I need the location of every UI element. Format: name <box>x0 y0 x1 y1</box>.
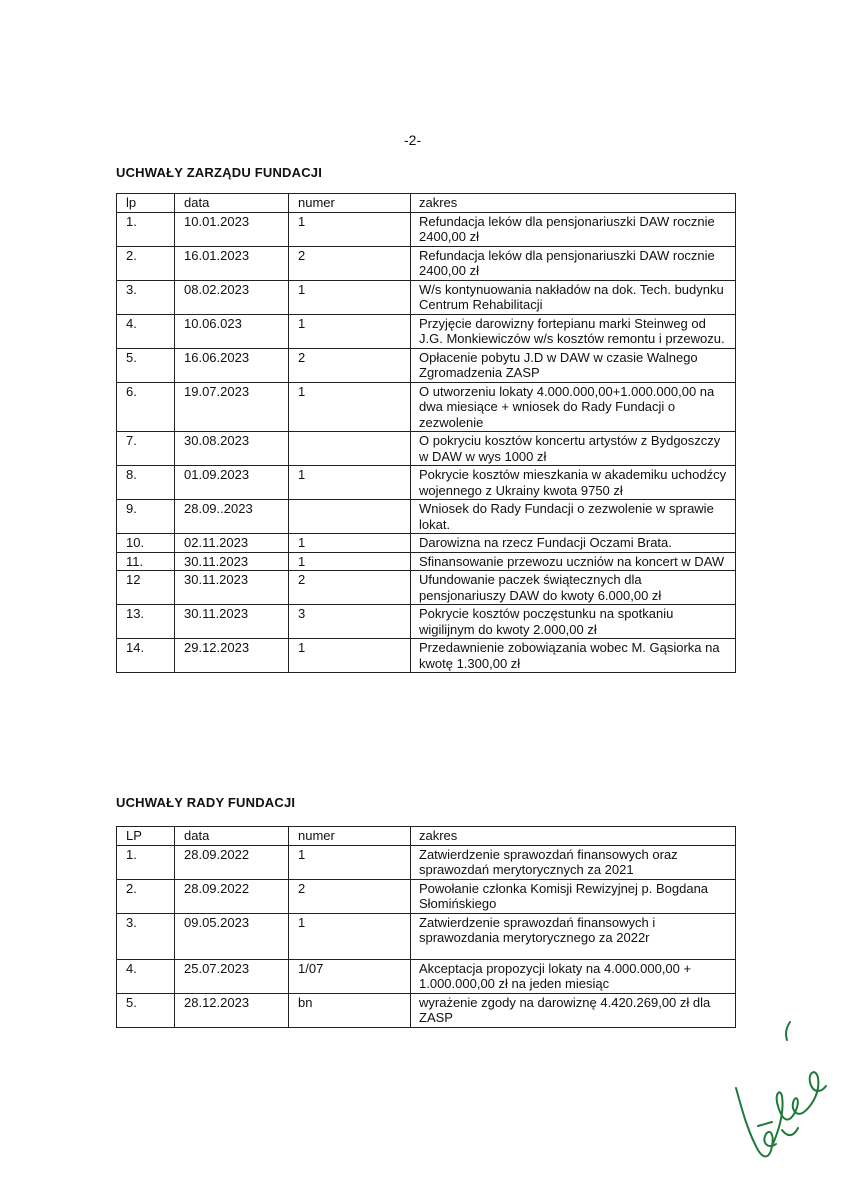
cell-zakres: Zatwierdzenie sprawozdań finansowych oraz sprawozdań merytorycznych za 2021 <box>411 845 736 879</box>
cell-data: 16.06.2023 <box>175 348 289 382</box>
table-row <box>117 993 736 1027</box>
cell-zakres: Pokrycie kosztów mieszkania w akademiku uchodźcy wojennego z Ukrainy kwota 9750 zł <box>411 466 736 500</box>
cell-lp: 8. <box>117 466 175 500</box>
page-number: -2- <box>404 132 422 148</box>
cell-numer: 3 <box>289 605 411 639</box>
cell-lp: 3. <box>117 913 175 959</box>
table-row <box>117 845 736 879</box>
table-row <box>117 432 736 466</box>
cell-zakres: O utworzeniu lokaty 4.000.000,00+1.000.000,00 na dwa miesiące + wniosek do Rady Fundacji o zezwolenie <box>411 382 736 432</box>
cell-lp: 2. <box>117 879 175 913</box>
cell-lp: 3. <box>117 280 175 314</box>
table-row <box>117 280 736 314</box>
cell-data: 09.05.2023 <box>175 913 289 959</box>
column-header-numer: numer <box>289 194 411 213</box>
cell-lp: 1. <box>117 845 175 879</box>
cell-lp: 9. <box>117 500 175 534</box>
column-header-zakres: zakres <box>411 194 736 213</box>
cell-numer: 1 <box>289 212 411 246</box>
cell-data: 30.11.2023 <box>175 571 289 605</box>
cell-numer: 1 <box>289 534 411 553</box>
cell-numer: bn <box>289 993 411 1027</box>
cell-data: 10.01.2023 <box>175 212 289 246</box>
table-row <box>117 571 736 605</box>
column-header-data: data <box>175 827 289 846</box>
cell-zakres: Wniosek do Rady Fundacji o zezwolenie w sprawie lokat. <box>411 500 736 534</box>
table-row <box>117 314 736 348</box>
cell-data: 01.09.2023 <box>175 466 289 500</box>
cell-zakres: Przyjęcie darowizny fortepianu marki Steinweg od J.G. Monkiewiczów w/s kosztów remontu i przewozu. <box>411 314 736 348</box>
cell-zakres: Sfinansowanie przewozu uczniów na koncert w DAW <box>411 552 736 571</box>
cell-data: 28.12.2023 <box>175 993 289 1027</box>
cell-data: 28.09.2022 <box>175 879 289 913</box>
cell-data: 30.08.2023 <box>175 432 289 466</box>
cell-data: 30.11.2023 <box>175 552 289 571</box>
cell-lp: 12 <box>117 571 175 605</box>
cell-numer: 1 <box>289 280 411 314</box>
cell-zakres: Darowizna na rzecz Fundacji Oczami Brata. <box>411 534 736 553</box>
cell-zakres: Akceptacja propozycji lokaty na 4.000.000,00 + 1.000.000,00 zł na jeden miesiąc <box>411 959 736 993</box>
cell-zakres: Ufundowanie paczek świątecznych dla pensjonariuszy DAW do kwoty 6.000,00 zł <box>411 571 736 605</box>
cell-data: 30.11.2023 <box>175 605 289 639</box>
cell-numer: 2 <box>289 348 411 382</box>
cell-numer: 2 <box>289 571 411 605</box>
resolutions-table-zarzad <box>116 193 736 673</box>
table-row <box>117 212 736 246</box>
table-header-row <box>117 827 736 846</box>
cell-lp: 7. <box>117 432 175 466</box>
cell-data: 16.01.2023 <box>175 246 289 280</box>
cell-data: 10.06.023 <box>175 314 289 348</box>
cell-data: 19.07.2023 <box>175 382 289 432</box>
column-header-numer: numer <box>289 827 411 846</box>
cell-lp: 2. <box>117 246 175 280</box>
cell-zakres: Zatwierdzenie sprawozdań finansowych i sprawozdania merytorycznego za 2022r <box>411 913 736 959</box>
table-row <box>117 959 736 993</box>
column-header-data: data <box>175 194 289 213</box>
cell-numer: 1/07 <box>289 959 411 993</box>
section-heading-rada: UCHWAŁY RADY FUNDACJI <box>116 795 296 810</box>
cell-numer: 1 <box>289 314 411 348</box>
table-row <box>117 639 736 673</box>
column-header-lp: lp <box>117 194 175 213</box>
cell-zakres: Opłacenie pobytu J.D w DAW w czasie Walnego Zgromadzenia ZASP <box>411 348 736 382</box>
cell-data: 28.09.2022 <box>175 845 289 879</box>
cell-lp: 5. <box>117 993 175 1027</box>
cell-numer: 1 <box>289 639 411 673</box>
cell-zakres: Przedawnienie zobowiązania wobec M. Gąsiorka na kwotę 1.300,00 zł <box>411 639 736 673</box>
cell-data: 29.12.2023 <box>175 639 289 673</box>
cell-lp: 4. <box>117 314 175 348</box>
table-row <box>117 534 736 553</box>
resolutions-table-rada <box>116 826 736 1028</box>
cell-lp: 1. <box>117 212 175 246</box>
cell-lp: 10. <box>117 534 175 553</box>
cell-lp: 11. <box>117 552 175 571</box>
cell-numer: 1 <box>289 552 411 571</box>
table-row <box>117 913 736 959</box>
table-row <box>117 552 736 571</box>
table-row <box>117 605 736 639</box>
cell-zakres: Powołanie członka Komisji Rewizyjnej p. Bogdana Słomińskiego <box>411 879 736 913</box>
table-row <box>117 879 736 913</box>
cell-zakres: Refundacja leków dla pensjonariuszki DAW rocznie 2400,00 zł <box>411 246 736 280</box>
cell-data: 02.11.2023 <box>175 534 289 553</box>
table-row <box>117 500 736 534</box>
handwritten-signature <box>728 1010 833 1170</box>
cell-zakres: wyrażenie zgody na darowiznę 4.420.269,00 zł dla ZASP <box>411 993 736 1027</box>
cell-numer: 1 <box>289 382 411 432</box>
cell-lp: 4. <box>117 959 175 993</box>
cell-data: 08.02.2023 <box>175 280 289 314</box>
cell-lp: 13. <box>117 605 175 639</box>
cell-data: 28.09..2023 <box>175 500 289 534</box>
table-header-row <box>117 194 736 213</box>
cell-zakres: W/s kontynuowania nakładów na dok. Tech. budynku Centrum Rehabilitacji <box>411 280 736 314</box>
cell-zakres: O pokryciu kosztów koncertu artystów z Bydgoszczy w DAW w wys 1000 zł <box>411 432 736 466</box>
column-header-zakres: zakres <box>411 827 736 846</box>
cell-lp: 14. <box>117 639 175 673</box>
cell-lp: 5. <box>117 348 175 382</box>
cell-data: 25.07.2023 <box>175 959 289 993</box>
section-heading-zarzad: UCHWAŁY ZARZĄDU FUNDACJI <box>116 165 323 180</box>
cell-numer: 1 <box>289 913 411 959</box>
cell-zakres: Refundacja leków dla pensjonariuszki DAW rocznie 2400,00 zł <box>411 212 736 246</box>
column-header-lp: LP <box>117 827 175 846</box>
cell-numer: 2 <box>289 246 411 280</box>
cell-numer: 1 <box>289 466 411 500</box>
cell-numer: 1 <box>289 845 411 879</box>
cell-numer: 2 <box>289 879 411 913</box>
cell-zakres: Pokrycie kosztów poczęstunku na spotkaniu wigilijnym do kwoty 2.000,00 zł <box>411 605 736 639</box>
table-row <box>117 382 736 432</box>
cell-lp: 6. <box>117 382 175 432</box>
cell-numer <box>289 432 411 466</box>
table-row <box>117 246 736 280</box>
table-row <box>117 466 736 500</box>
cell-numer <box>289 500 411 534</box>
table-row <box>117 348 736 382</box>
